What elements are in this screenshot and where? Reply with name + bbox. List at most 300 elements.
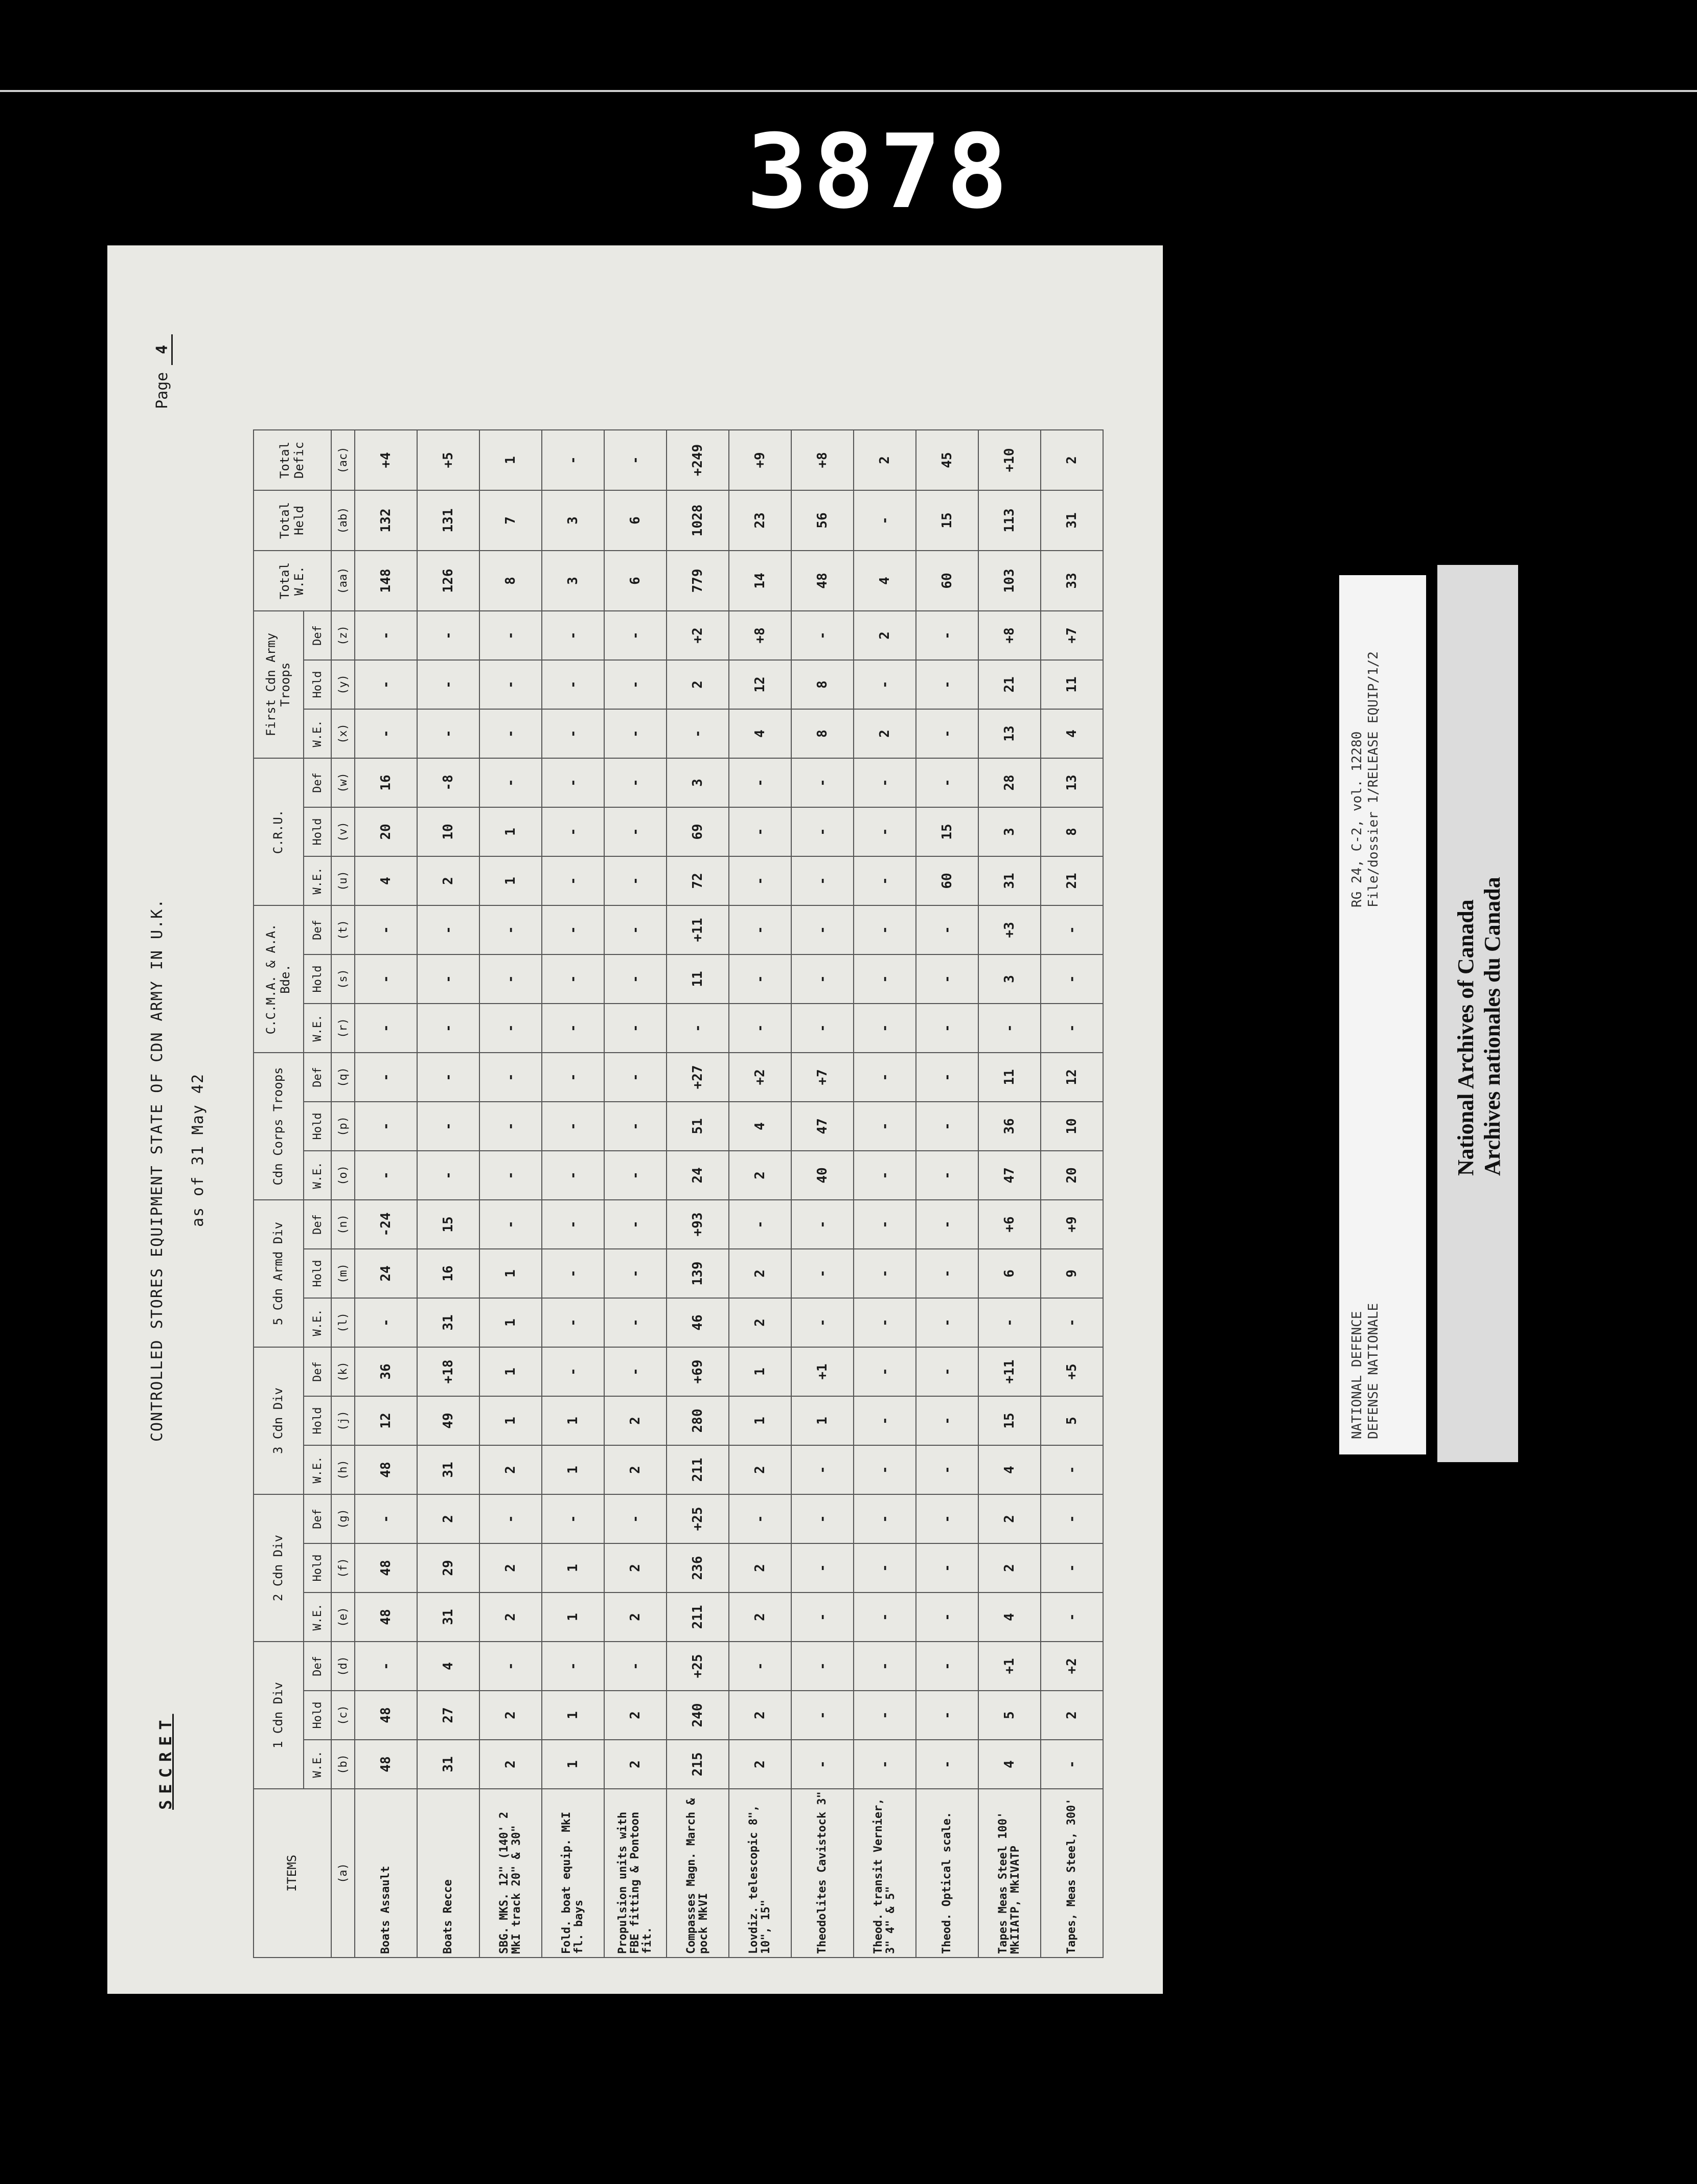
table-cell: - <box>916 954 978 1004</box>
table-cell: - <box>417 611 479 660</box>
table-cell: 48 <box>355 1445 417 1494</box>
table-cell: 8 <box>791 709 854 758</box>
table-cell: 12 <box>355 1396 417 1445</box>
table-cell: 103 <box>978 551 1041 611</box>
table-cell: 126 <box>417 551 479 611</box>
sub-header: W.E. <box>304 1445 331 1494</box>
table-cell: 6 <box>978 1249 1041 1298</box>
table-row <box>417 430 479 1958</box>
table-cell: - <box>542 1200 604 1249</box>
table-cell: 2 <box>729 1298 791 1347</box>
table-cell: 2 <box>479 1543 542 1592</box>
table-cell: - <box>1041 1445 1103 1494</box>
table-cell: 15 <box>916 490 978 551</box>
institution-en: National Archives of Canada <box>1453 899 1478 1176</box>
table-cell: 31 <box>417 1298 479 1347</box>
table-cell: +8 <box>791 430 854 490</box>
table-cell: - <box>916 660 978 709</box>
table-cell: - <box>791 1740 854 1789</box>
table-cell: 49 <box>417 1396 479 1445</box>
table-cell: 36 <box>978 1102 1041 1151</box>
column-letter: (r) <box>331 1004 355 1053</box>
table-cell: +1 <box>791 1347 854 1396</box>
table-cell: - <box>542 1053 604 1102</box>
table-cell: +25 <box>667 1494 729 1543</box>
table-cell: 8 <box>479 551 542 611</box>
table-cell: - <box>355 1151 417 1200</box>
table-cell: 2 <box>479 1691 542 1740</box>
table-cell: 11 <box>1041 660 1103 709</box>
table-cell: - <box>791 1494 854 1543</box>
table-cell: +69 <box>667 1347 729 1396</box>
table-cell: - <box>1041 1298 1103 1347</box>
table-cell: - <box>542 905 604 954</box>
table-cell: 27 <box>417 1691 479 1740</box>
column-letter: (n) <box>331 1200 355 1249</box>
table-cell: 15 <box>978 1396 1041 1445</box>
table-cell: 1 <box>479 1347 542 1396</box>
table-cell: 1 <box>479 856 542 905</box>
table-cell: 2 <box>604 1445 667 1494</box>
table-cell: - <box>604 1298 667 1347</box>
table-cell: - <box>791 1592 854 1642</box>
table-cell: 1 <box>729 1347 791 1396</box>
table-cell: - <box>854 1200 916 1249</box>
table-cell: 1 <box>479 1298 542 1347</box>
table-cell: 47 <box>791 1102 854 1151</box>
table-cell: - <box>854 1396 916 1445</box>
table-cell: - <box>355 1298 417 1347</box>
table-cell: - <box>854 490 916 551</box>
group-header: C.C.M.A. & A.A. Bde. <box>254 905 304 1053</box>
table-row <box>667 430 729 1958</box>
table-cell: 1028 <box>667 490 729 551</box>
table-cell: - <box>916 709 978 758</box>
table-cell: 2 <box>479 1592 542 1642</box>
table-cell: - <box>916 1740 978 1789</box>
table-cell: 21 <box>978 660 1041 709</box>
table-cell: - <box>1041 1543 1103 1592</box>
table-cell: 15 <box>916 807 978 856</box>
group-header: Cdn Corps Troops <box>254 1053 304 1200</box>
table-cell: - <box>854 1298 916 1347</box>
table-cell: 148 <box>355 551 417 611</box>
table-cell: 2 <box>479 1740 542 1789</box>
table-cell: 12 <box>729 660 791 709</box>
column-letter: (s) <box>331 954 355 1004</box>
table-cell: - <box>479 954 542 1004</box>
table-cell: - <box>479 1200 542 1249</box>
sub-header: Def <box>304 1642 331 1691</box>
table-cell: +8 <box>978 611 1041 660</box>
sub-header: Hold <box>304 1543 331 1592</box>
table-cell: +9 <box>1041 1200 1103 1249</box>
table-cell: - <box>1041 1494 1103 1543</box>
table-cell: 8 <box>791 660 854 709</box>
table-cell: 13 <box>978 709 1041 758</box>
table-cell: 9 <box>1041 1249 1103 1298</box>
table-row <box>791 430 854 1958</box>
table-cell: 46 <box>667 1298 729 1347</box>
equipment-table <box>253 429 1104 1958</box>
table-cell: 23 <box>729 490 791 551</box>
table-cell: 40 <box>791 1151 854 1200</box>
table-cell: 11 <box>978 1053 1041 1102</box>
table-cell: +7 <box>791 1053 854 1102</box>
table-cell: 2 <box>417 856 479 905</box>
table-cell: - <box>916 1396 978 1445</box>
table-cell: 2 <box>978 1494 1041 1543</box>
table-cell: 16 <box>355 758 417 807</box>
table-cell: - <box>854 1494 916 1543</box>
column-letter: (a) <box>331 1789 355 1958</box>
table-cell: 3 <box>978 807 1041 856</box>
table-cell: - <box>667 709 729 758</box>
table-cell: - <box>854 1249 916 1298</box>
table-cell: - <box>916 905 978 954</box>
table-cell: 36 <box>355 1347 417 1396</box>
column-letter: (c) <box>331 1691 355 1740</box>
table-cell: 15 <box>417 1200 479 1249</box>
table-cell: - <box>604 905 667 954</box>
table-cell: - <box>791 807 854 856</box>
table-cell: 2 <box>854 709 916 758</box>
table-cell: - <box>791 954 854 1004</box>
group-header-row <box>254 430 304 1958</box>
table-cell: 31 <box>417 1445 479 1494</box>
sub-header: W.E. <box>304 1298 331 1347</box>
item-name: Fold. boat equip. MkI fl. bays <box>542 1789 604 1958</box>
page-number: 4 <box>153 334 173 365</box>
table-row <box>729 430 791 1958</box>
table-cell: 2 <box>604 1691 667 1740</box>
table-cell: 4 <box>854 551 916 611</box>
table-cell: - <box>791 758 854 807</box>
ref-line-3: RG 24, C-2, vol. 12280 <box>1349 731 1365 907</box>
column-letter: (b) <box>331 1740 355 1789</box>
table-cell: 2 <box>729 1592 791 1642</box>
institution-fr: Archives nationales du Canada <box>1480 877 1505 1176</box>
table-cell: 56 <box>791 490 854 551</box>
table-cell: - <box>791 1298 854 1347</box>
table-cell: - <box>417 1053 479 1102</box>
table-cell: 1 <box>729 1396 791 1445</box>
table-cell: +11 <box>667 905 729 954</box>
table-cell: 24 <box>667 1151 729 1200</box>
table-cell: - <box>916 1200 978 1249</box>
table-cell: 4 <box>729 1102 791 1151</box>
table-cell: - <box>854 807 916 856</box>
table-cell: 45 <box>916 430 978 490</box>
archive-reference-label <box>1339 575 1426 1454</box>
table-cell: 2 <box>604 1543 667 1592</box>
table-cell: 4 <box>417 1642 479 1691</box>
table-cell: - <box>791 1642 854 1691</box>
table-cell: - <box>604 430 667 490</box>
table-cell: - <box>916 1543 978 1592</box>
table-cell: 51 <box>667 1102 729 1151</box>
table-cell: 2 <box>854 611 916 660</box>
table-cell: 14 <box>729 551 791 611</box>
item-name: Boats Recce <box>417 1789 479 1958</box>
column-letter: (w) <box>331 758 355 807</box>
table-cell: - <box>355 905 417 954</box>
table-cell: +11 <box>978 1347 1041 1396</box>
table-cell: 1 <box>542 1396 604 1445</box>
column-letter: (ac) <box>331 430 355 490</box>
table-cell: - <box>729 954 791 1004</box>
table-cell: - <box>355 1494 417 1543</box>
table-cell: 2 <box>729 1445 791 1494</box>
table-cell: 2 <box>729 1151 791 1200</box>
total-header: Total W.E. <box>254 551 331 611</box>
group-header: 1 Cdn Div <box>254 1642 304 1789</box>
table-cell: 131 <box>417 490 479 551</box>
table-cell: - <box>542 1249 604 1298</box>
sub-header: Hold <box>304 1691 331 1740</box>
item-name: Propulsion units with FBE fitting & Pontoon fit. <box>604 1789 667 1958</box>
table-cell: - <box>479 1494 542 1543</box>
table-cell: - <box>854 1004 916 1053</box>
table-cell: - <box>417 905 479 954</box>
item-name: Tapes Meas Steel 100' MkIIATP, MkIVATP <box>978 1789 1041 1958</box>
table-cell: +6 <box>978 1200 1041 1249</box>
table-cell: - <box>729 905 791 954</box>
table-cell: 48 <box>355 1740 417 1789</box>
group-header: C.R.U. <box>254 758 304 905</box>
table-cell: +5 <box>1041 1347 1103 1396</box>
item-name: Theod. Optical scale. <box>916 1789 978 1958</box>
table-cell: - <box>916 1642 978 1691</box>
table-cell: 48 <box>791 551 854 611</box>
column-letter: (d) <box>331 1642 355 1691</box>
table-row <box>916 430 978 1958</box>
table-cell: 4 <box>978 1445 1041 1494</box>
table-cell: - <box>791 1249 854 1298</box>
column-letter: (k) <box>331 1347 355 1396</box>
table-row <box>978 430 1041 1958</box>
table-cell: 31 <box>1041 490 1103 551</box>
table-cell: - <box>667 1004 729 1053</box>
table-cell: 31 <box>417 1592 479 1642</box>
table-cell: - <box>604 1249 667 1298</box>
group-header: 2 Cdn Div <box>254 1494 304 1642</box>
table-cell: - <box>854 954 916 1004</box>
table-cell: - <box>542 1347 604 1396</box>
sub-header: Hold <box>304 807 331 856</box>
table-cell: 69 <box>667 807 729 856</box>
table-cell: 4 <box>978 1740 1041 1789</box>
sub-header: Hold <box>304 954 331 1004</box>
table-cell: - <box>542 1642 604 1691</box>
classification: SECRET <box>156 1714 175 1810</box>
table-cell: - <box>542 1102 604 1151</box>
table-cell: - <box>355 709 417 758</box>
sub-header: Def <box>304 1053 331 1102</box>
table-cell: - <box>479 611 542 660</box>
table-cell: - <box>854 856 916 905</box>
group-header: First Cdn Army Troops <box>254 611 304 758</box>
table-cell: - <box>604 1642 667 1691</box>
table-cell: - <box>417 954 479 1004</box>
table-cell: - <box>854 1691 916 1740</box>
table-cell: - <box>604 660 667 709</box>
table-cell: 31 <box>978 856 1041 905</box>
table-cell: - <box>604 758 667 807</box>
table-cell: +2 <box>667 611 729 660</box>
item-name: Lovdiz. telescopic 8", 10", 15" <box>729 1789 791 1958</box>
table-cell: 280 <box>667 1396 729 1445</box>
table-cell: - <box>479 758 542 807</box>
table-cell: - <box>542 758 604 807</box>
table-cell: 20 <box>355 807 417 856</box>
table-cell: 20 <box>1041 1151 1103 1200</box>
table-cell: - <box>479 1004 542 1053</box>
table-cell: - <box>729 1004 791 1053</box>
table-cell: 139 <box>667 1249 729 1298</box>
table-cell: 31 <box>417 1740 479 1789</box>
table-cell: 1 <box>479 1396 542 1445</box>
table-cell: 47 <box>978 1151 1041 1200</box>
table-cell: - <box>355 1004 417 1053</box>
table-cell: 29 <box>417 1543 479 1592</box>
table-cell: - <box>542 1298 604 1347</box>
table-cell: - <box>854 1102 916 1151</box>
table-cell: +7 <box>1041 611 1103 660</box>
table-cell: - <box>854 1151 916 1200</box>
table-cell: - <box>542 660 604 709</box>
table-cell: - <box>542 430 604 490</box>
table-cell: 5 <box>978 1691 1041 1740</box>
table-cell: 60 <box>916 551 978 611</box>
table-cell: - <box>729 1200 791 1249</box>
table-cell: - <box>417 660 479 709</box>
table-cell: - <box>355 1642 417 1691</box>
column-letter: (z) <box>331 611 355 660</box>
column-letter: (j) <box>331 1396 355 1445</box>
table-cell: - <box>854 1740 916 1789</box>
table-cell: 7 <box>479 490 542 551</box>
items-header: ITEMS <box>254 1789 331 1958</box>
table-cell: 1 <box>542 1543 604 1592</box>
table-cell: - <box>854 1347 916 1396</box>
column-letter: (e) <box>331 1592 355 1642</box>
sub-header: W.E. <box>304 1740 331 1789</box>
column-letter: (q) <box>331 1053 355 1102</box>
film-edge-line <box>0 90 1697 92</box>
table-cell: 2 <box>729 1740 791 1789</box>
sub-header: Def <box>304 611 331 660</box>
table-row <box>479 430 542 1958</box>
table-cell: 240 <box>667 1691 729 1740</box>
table-cell: 215 <box>667 1740 729 1789</box>
table-cell: 2 <box>417 1494 479 1543</box>
item-name: Theodolites Cavistock 3" <box>791 1789 854 1958</box>
column-letter: (ab) <box>331 490 355 551</box>
column-letter: (y) <box>331 660 355 709</box>
table-cell: +25 <box>667 1642 729 1691</box>
table-cell: - <box>604 807 667 856</box>
sub-header: Def <box>304 1347 331 1396</box>
table-cell: - <box>916 1592 978 1642</box>
table-cell: 2 <box>604 1396 667 1445</box>
table-cell: - <box>542 611 604 660</box>
table-cell: - <box>916 1004 978 1053</box>
table-cell: - <box>854 1445 916 1494</box>
table-cell: 211 <box>667 1445 729 1494</box>
ref-line-1: NATIONAL DEFENCE <box>1349 1311 1365 1439</box>
column-letter: (x) <box>331 709 355 758</box>
table-cell: 13 <box>1041 758 1103 807</box>
table-cell: - <box>916 1053 978 1102</box>
table-row <box>854 430 916 1958</box>
column-letter: (o) <box>331 1151 355 1200</box>
table-cell: - <box>542 1004 604 1053</box>
table-cell: - <box>791 1543 854 1592</box>
table-cell: 2 <box>604 1592 667 1642</box>
table-cell: - <box>604 1200 667 1249</box>
sub-header: Hold <box>304 1102 331 1151</box>
table-cell: - <box>479 1642 542 1691</box>
table-cell: - <box>791 905 854 954</box>
sub-header: Hold <box>304 1396 331 1445</box>
table-cell: +27 <box>667 1053 729 1102</box>
table-cell: - <box>355 1053 417 1102</box>
table-cell: - <box>916 1445 978 1494</box>
table-cell: - <box>916 758 978 807</box>
table-cell: 6 <box>604 490 667 551</box>
table-cell: 5 <box>1041 1396 1103 1445</box>
table-cell: +18 <box>417 1347 479 1396</box>
table-cell: 1 <box>791 1396 854 1445</box>
table-cell: 113 <box>978 490 1041 551</box>
table-cell: - <box>916 611 978 660</box>
document-sheet <box>107 245 1163 1994</box>
sub-header: W.E. <box>304 709 331 758</box>
table-cell: 4 <box>1041 709 1103 758</box>
column-letter: (t) <box>331 905 355 954</box>
table-cell: -8 <box>417 758 479 807</box>
table-cell: 48 <box>355 1592 417 1642</box>
table-cell: - <box>479 1102 542 1151</box>
table-cell: - <box>542 856 604 905</box>
table-cell: 2 <box>854 430 916 490</box>
table-cell: - <box>604 1053 667 1102</box>
table-cell: - <box>1041 1740 1103 1789</box>
table-row <box>542 430 604 1958</box>
table-cell: 1 <box>479 430 542 490</box>
table-cell: - <box>604 1347 667 1396</box>
table-cell: +10 <box>978 430 1041 490</box>
table-cell: 1 <box>542 1592 604 1642</box>
document-date: as of 31 May 42 <box>189 1073 207 1227</box>
ref-line-4: File/dossier 1/RELEASE EQUIP/1/2 <box>1366 651 1381 907</box>
column-letter: (l) <box>331 1298 355 1347</box>
table-cell: +3 <box>978 905 1041 954</box>
table-cell: - <box>916 1298 978 1347</box>
table-cell: - <box>791 856 854 905</box>
table-cell: - <box>479 709 542 758</box>
table-cell: 3 <box>542 490 604 551</box>
ref-line-2: DEFENSE NATIONALE <box>1366 1303 1381 1439</box>
table-cell: - <box>916 1249 978 1298</box>
table-cell: 1 <box>542 1445 604 1494</box>
table-cell: - <box>355 954 417 1004</box>
table-cell: 132 <box>355 490 417 551</box>
group-header: 5 Cdn Armd Div <box>254 1200 304 1347</box>
item-name: Boats Assault <box>355 1789 417 1958</box>
table-cell: - <box>854 1543 916 1592</box>
